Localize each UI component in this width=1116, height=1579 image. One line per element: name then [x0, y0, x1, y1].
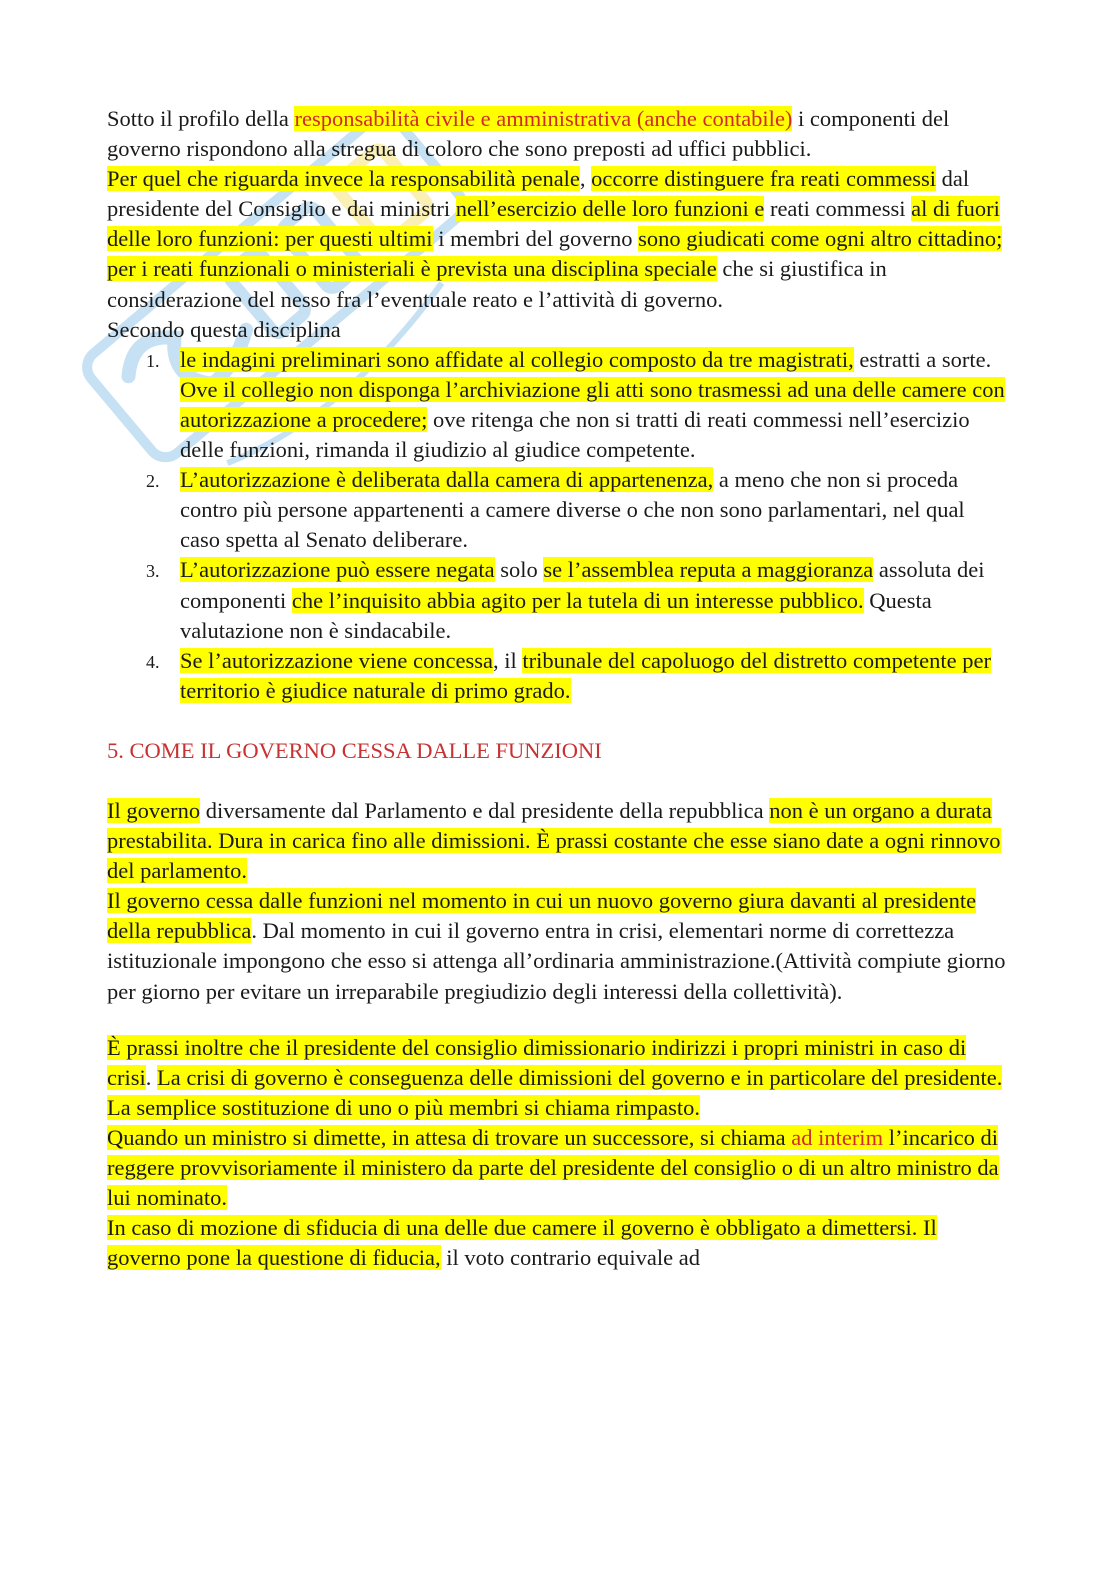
numbered-list — [107, 345, 1007, 706]
paragraph-ad-interim: Quando un ministro si dimette, in attesa di trovare un successore, si chiama ad interim l’incarico di reggere provvisoriamente il ministero da parte del presidente del consiglio o di un altro ministro da lui nominato. — [107, 1124, 999, 1211]
list-item: 2. L’autorizzazione è deliberata dalla camera di appartenenza, a meno che non si proceda contro più persone appartenenti a camere diverse o che non sono parlamentari, nel qual caso spetta al Senato deliberare. — [146, 467, 965, 553]
paragraph-crisi: È prassi inoltre che il presidente del consiglio dimissionario indirizzi i propri ministri in caso di crisi. La crisi di governo è conseguenza delle dimissioni del governo e in particolare del presidente. La semplice sostituzione di uno o più membri si chiama rimpasto. — [107, 1034, 1003, 1120]
list-number: 2. — [146, 471, 160, 492]
list-item: 3. L’autorizzazione può essere negata solo se l’assemblea reputa a maggioranza assoluta dei componenti che l’inquisito abbia agito per la tutela di un interesse pubblico. Questa valutazione non è sindacabile. — [146, 557, 985, 643]
document-page — [107, 104, 1007, 1273]
paragraph-cessazione: Il governo cessa dalle funzioni nel momento in cui un nuovo governo giura davanti al presidente della repubblica. Dal momento in cui il governo entra in crisi, elementari norme di correttezza istituzionale impongono che esso si attenga all’ordinaria amministrazione.(Attività compiute giorno per giorno per evitare un irreparabile pregiudizio degli interessi della collettività). — [107, 888, 1006, 1004]
list-number: 4. — [146, 651, 160, 672]
list-number: 1. — [146, 350, 160, 371]
paragraph-secondo-disciplina: Secondo questa disciplina — [107, 316, 341, 342]
highlighted-term: responsabilità civile e amministrativa (anche contabile) — [294, 106, 793, 131]
paragraph-responsabilita-penale: Per quel che riguarda invece la responsabilità penale, occorre distinguere fra reati commessi dal presidente del Consiglio e dai ministri nell’esercizio delle loro funzioni e reati commessi al di fuori delle loro funzioni: per questi ultimi i membri del governo sono giudicati come ogni altro cittadino; per i reati funzionali o ministeriali è prevista una disciplina speciale che si giustifica in considerazione del nesso fra l’eventuale reato e l’attività di governo. — [107, 166, 1003, 312]
paragraph-sfiducia: In caso di mozione di sfiducia di una delle due camere il governo è obbligato a dimettersi. Il governo pone la questione di fiducia, il voto contrario equivale ad — [107, 1215, 937, 1271]
paragraph-responsabilita-civile: Sotto il profilo della responsabilità civile e amministrativa (anche contabile) i componenti del governo rispondono alla stregua di coloro che sono preposti ad uffici pubblici. — [107, 106, 950, 162]
highlighted-term: ad interim — [791, 1124, 884, 1150]
list-number: 3. — [146, 561, 160, 582]
section-heading: 5. COME IL GOVERNO CESSA DALLE FUNZIONI — [107, 737, 602, 763]
list-item: 1. le indagini preliminari sono affidate al collegio composto da tre magistrati, estratti a sorte. Ove il collegio non disponga l’archiviazione gli atti sono trasmessi ad una delle camere con autorizzazione a procedere; ove ritenga che non si tratti di reati commessi nell’esercizio delle funzioni, rimanda il giudizio al giudice competente. — [146, 346, 1005, 463]
list-item: 4. Se l’autorizzazione viene concessa, il tribunale del capoluogo del distretto competente per territorio è giudice naturale di primo grado. — [146, 647, 991, 703]
paragraph-durata-governo: Il governo diversamente dal Parlamento e dal presidente della repubblica non è un organo a durata prestabilita. Dura in carica fino alle dimissioni. È prassi costante che esse siano date a ogni rinnovo del parlamento. — [107, 797, 1001, 884]
